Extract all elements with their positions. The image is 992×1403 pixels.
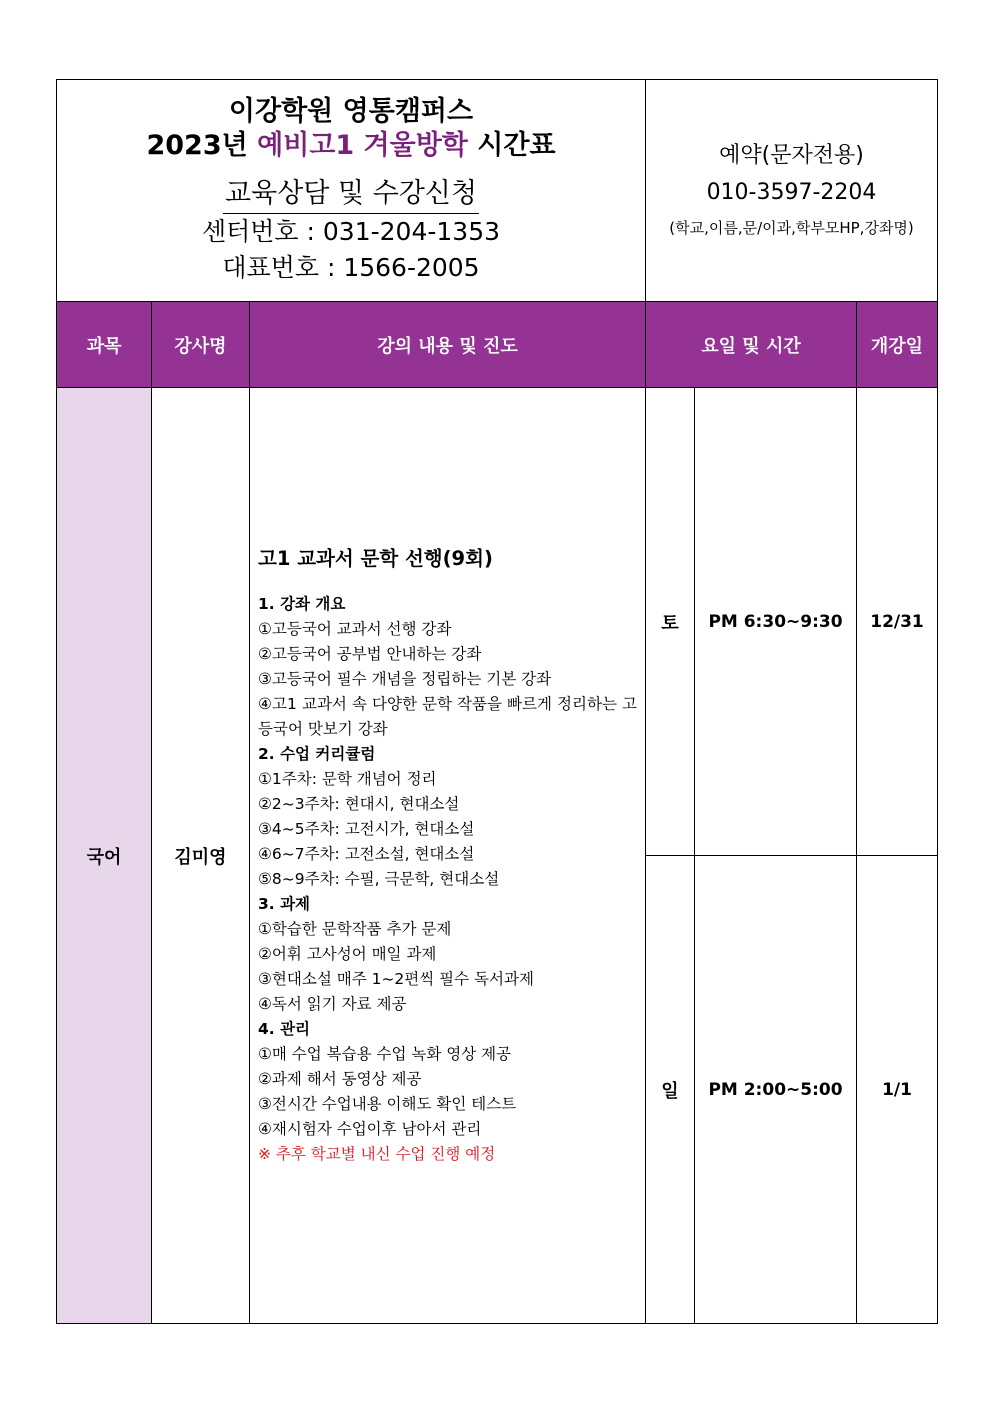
session-day: 토	[646, 388, 695, 856]
timetable	[56, 79, 938, 1324]
list-item: ③전시간 수업내용 이해도 확인 테스트	[258, 1095, 517, 1113]
list-item: ⑤8~9주차: 수필, 극문학, 현대소설	[258, 870, 500, 888]
session-start: 12/31	[857, 388, 938, 856]
session-start: 1/1	[857, 856, 938, 1324]
section-heading: 1. 강좌 개요	[258, 595, 346, 613]
session-day: 일	[646, 856, 695, 1324]
list-item: ④재시험자 수업이후 남아서 관리	[258, 1120, 482, 1138]
title-program: 예비고1 겨울방학	[257, 130, 468, 161]
list-item: ④고1 교과서 속 다양한 문학 작품을 빠르게 정리하는 고등국어 맛보기 강좌	[258, 695, 637, 738]
col-start: 개강일	[857, 302, 938, 388]
list-item: ②고등국어 공부법 안내하는 강좌	[258, 645, 482, 663]
col-schedule: 요일 및 시간	[646, 302, 857, 388]
timetable-title	[57, 129, 645, 163]
consult-heading: 교육상담 및 수강신청	[223, 177, 479, 214]
list-item: ③4~5주차: 고전시가, 현대소설	[258, 820, 475, 838]
list-item: ①매 수업 복습용 수업 녹화 영상 제공	[258, 1045, 512, 1063]
session-time: PM 2:00~5:00	[695, 856, 857, 1324]
list-item: ④독서 읽기 자료 제공	[258, 995, 407, 1013]
course-content	[250, 388, 646, 1324]
list-item: ①1주차: 문학 개념어 정리	[258, 770, 437, 788]
title-year: 2023년	[146, 130, 248, 161]
reservation-block	[646, 80, 938, 302]
header-title-block	[57, 80, 646, 302]
center-phone: 센터번호 : 031-204-1353	[201, 217, 501, 246]
list-item: ①학습한 문학작품 추가 문제	[258, 920, 452, 938]
course-teacher: 김미영	[152, 388, 250, 1324]
reservation-phone: 010-3597-2204	[706, 179, 877, 205]
timetable-sheet	[56, 79, 937, 1324]
academy-name: 이강학원 영통캠퍼스	[228, 96, 474, 127]
table-row	[57, 388, 938, 856]
course-title: 고1 교과서 문학 선행(9회)	[258, 547, 493, 570]
col-content: 강의 내용 및 진도	[250, 302, 646, 388]
course-subject: 국어	[57, 388, 152, 1324]
list-item: ②2~3주차: 현대시, 현대소설	[258, 795, 460, 813]
list-item: ②과제 해서 동영상 제공	[258, 1070, 422, 1088]
main-phone: 대표번호 : 1566-2005	[222, 253, 480, 282]
list-item: ③현대소설 매주 1~2편씩 필수 독서과제	[258, 970, 534, 988]
reservation-format: (학교,이름,문/이과,학부모HP,강좌명)	[669, 218, 914, 237]
session-time: PM 6:30~9:30	[695, 388, 857, 856]
list-item: ④6~7주차: 고전소설, 현대소설	[258, 845, 475, 863]
column-header-row	[57, 302, 938, 388]
col-subject: 과목	[57, 302, 152, 388]
list-item: ③고등국어 필수 개념을 정립하는 기본 강좌	[258, 670, 552, 688]
list-item: ②어휘 고사성어 매일 과제	[258, 945, 437, 963]
section-heading: 3. 과제	[258, 895, 311, 913]
section-heading: 4. 관리	[258, 1020, 311, 1038]
list-item: ①고등국어 교과서 선행 강좌	[258, 620, 452, 638]
section-heading: 2. 수업 커리큘럼	[258, 745, 376, 763]
course-note: ※ 추후 학교별 내신 수업 진행 예정	[258, 1145, 496, 1163]
col-teacher: 강사명	[152, 302, 250, 388]
reservation-label: 예약(문자전용)	[719, 142, 864, 168]
title-doc-type: 시간표	[477, 130, 556, 161]
